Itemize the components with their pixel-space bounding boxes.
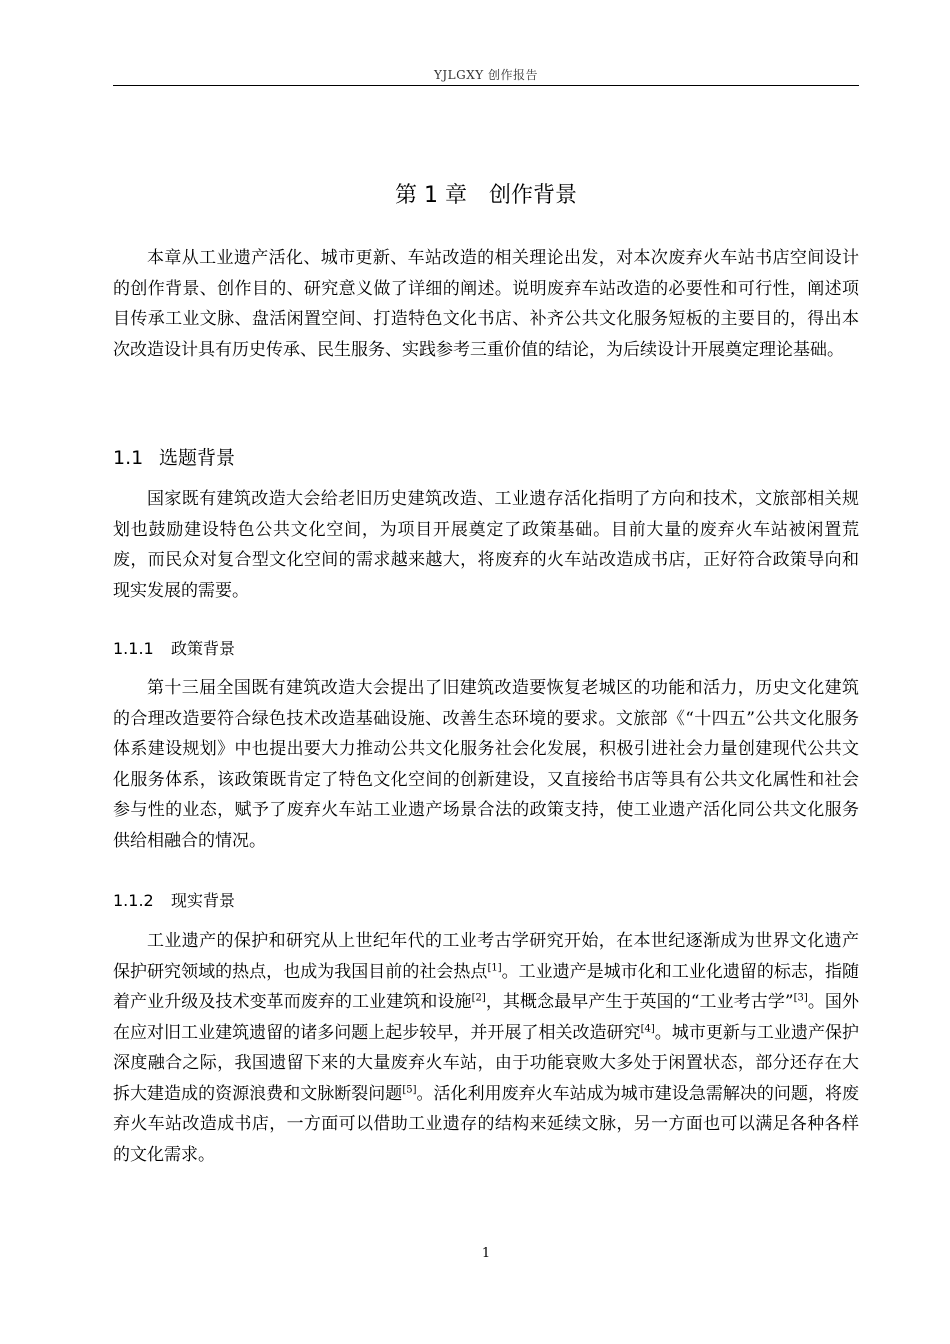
- citation-ref[interactable]: [1]: [487, 961, 502, 973]
- section-heading-1-1-1: [113, 636, 235, 659]
- text-segment: 。城市更新与工业遗产保护深度融合之际，我国遗留下来的大量废弃火车站，由于功能衰败大多处于闲置状态，部分还存在大拆大建造成的资源浪费和文脉断裂问题: [113, 1022, 860, 1104]
- page-number: 1: [481, 1246, 491, 1261]
- section-title: 现实背景: [171, 891, 236, 910]
- chapter-title-text: 创作背景: [488, 183, 577, 208]
- section-1-1-1-paragraph: 第十三届全国既有建筑改造大会提出了旧建筑改造要恢复老城区的功能和活力，历史文化建筑的合理改造要符合绿色技术改造基础设施、改善生态环境的要求。文旅部《“十四五”公共文化服务体系建设规划》中也提出要大力推动公共文化服务社会化发展，积极引进社会力量创建现代公共文化服务体系，该政策既肯定了特色文化空间的创新建设，又直接给书店等具有公共文化属性和社会参与性的业态，赋予了废弃火车站工业遗产场景合法的政策支持，使工业遗产活化同公共文化服务供给相融合的情况。: [113, 678, 859, 851]
- header-rule: [113, 85, 859, 86]
- running-header: YJLGXY 创作报告: [433, 68, 539, 82]
- section-title: 政策背景: [171, 639, 236, 658]
- chapter-title: [113, 178, 859, 209]
- section-heading-1-1: [113, 443, 235, 470]
- text-segment: 。工业遗产是城市化和工业化遗留的标志，指随着产业升级及技术变革而废弃的工业建筑和设施: [113, 961, 860, 1012]
- chapter-number: 第 1 章: [395, 183, 467, 208]
- citation-ref[interactable]: [4]: [640, 1022, 655, 1034]
- text-segment: 。活化利用废弃火车站成为城市建设急需解决的问题，将废弃火车站改造成书店，一方面可以借助工业遗存的结构来延续文脉，另一方面也可以满足各种各样的文化需求。: [113, 1083, 859, 1165]
- intro-paragraph: 本章从工业遗产活化、城市更新、车站改造的相关理论出发，对本次废弃火车站书店空间设计的创作背景、创作目的、研究意义做了详细的阐述。说明废弃车站改造的必要性和可行性，阐述项目传承工业文脉、盘活闲置空间、打造特色文化书店、补齐公共文化服务短板的主要目的，得出本次改造设计具有历史传承、民生服务、实践参考三重价值的结论，为后续设计开展奠定理论基础。: [113, 248, 859, 360]
- section-heading-1-1-2: [113, 888, 235, 911]
- text-segment: 工业遗产的保护和研究从上世纪年代的工业考古学研究开始，在本世纪逐渐成为世界文化遗产保护研究领域的热点，也成为我国目前的社会热点: [113, 931, 859, 982]
- section-1-1-paragraph: 国家既有建筑改造大会给老旧历史建筑改造、工业遗存活化指明了方向和技术，文旅部相关规划也鼓励建设特色公共文化空间，为项目开展奠定了政策基础。目前大量的废弃火车站被闲置荒废，而民众对复合型文化空间的需求越来越大，将废弃的火车站改造成书店，正好符合政策导向和现实发展的需要。: [113, 489, 859, 601]
- citation-ref[interactable]: [2]: [471, 992, 486, 1004]
- section-number: 1.1.1: [113, 639, 154, 658]
- text-segment: 。国外在应对旧工业建筑遗留的诸多问题上起步较早，并开展了相关改造研究: [113, 992, 860, 1043]
- text-segment: ，其概念最早产生于英国的“工业考古学”: [485, 992, 794, 1012]
- section-1-1-2-paragraph: [113, 926, 859, 1170]
- section-title: 选题背景: [159, 447, 236, 469]
- section-number: 1.1: [113, 447, 144, 469]
- section-number: 1.1.2: [113, 891, 154, 910]
- citation-ref[interactable]: [5]: [402, 1083, 417, 1095]
- citation-ref[interactable]: [3]: [793, 992, 808, 1004]
